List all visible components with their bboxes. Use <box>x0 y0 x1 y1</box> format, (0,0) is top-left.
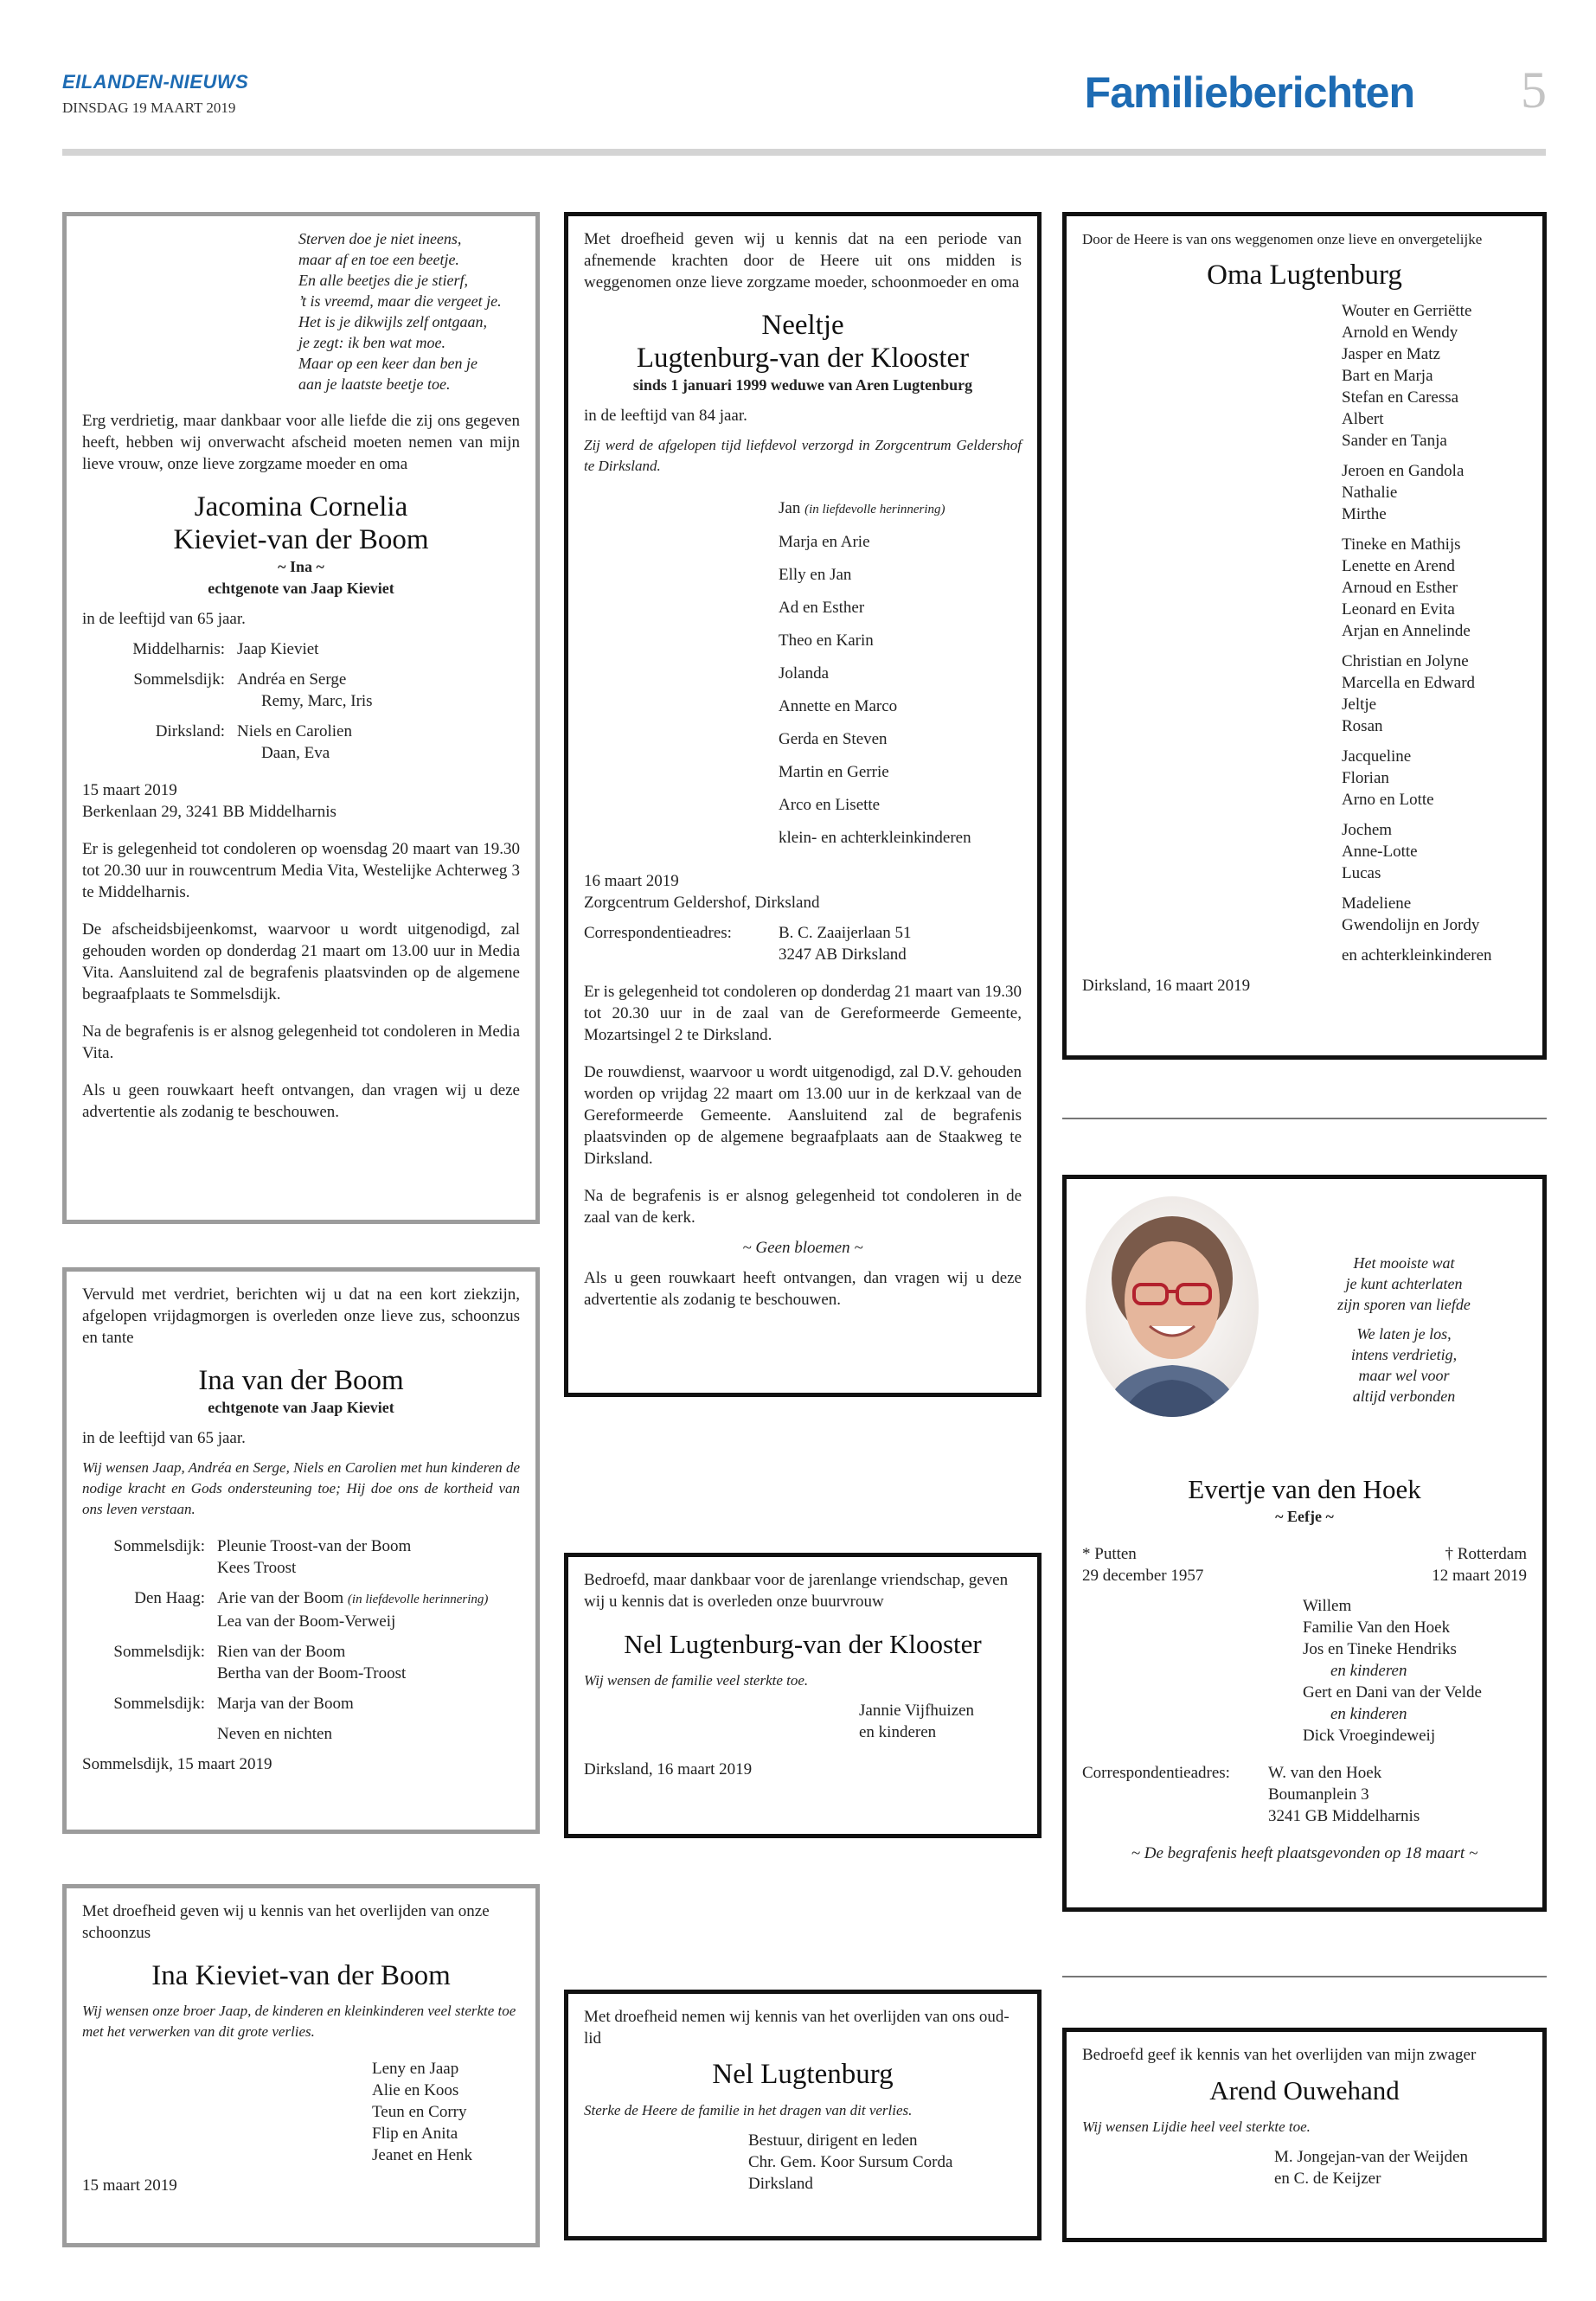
family-list: Jan (in liefdevolle herinnering) Marja en Arie Elly en Jan Ad en Esther Theo en Karin Jolanda Annette en Marco Gerda en Steven Martin en Gerrie Arco en Lisette klein- en achterkleinkinderen <box>779 499 971 847</box>
birth-death: * Putten 29 december 1957 † Rotterdam 12 maart 2019 <box>1082 1545 1527 1585</box>
funeral-text: De afscheidsbijeenkomst, waarvoor u wordt uitgenodigd, zal gehouden worden op donderdag 21 maart om 13.00 uur in Media Vita. Aansluitend zal de begrafenis plaatsvinden op de algemene begraafplaats te Sommelsdijk. <box>82 920 520 1003</box>
deceased-name: Ina van der Boom <box>198 1365 404 1396</box>
after-funeral-text: Na de begrafenis is er alsnog gelegenheid tot condoleren in Media Vita. <box>82 1022 520 1062</box>
obituary-evertje <box>1062 1175 1547 1912</box>
wish-text: Sterke de Heere de familie in het dragen van dit verlies. <box>584 2102 913 2118</box>
intro-text: Met droefheid nemen wij kennis van het overlijden van ons oud-lid <box>584 2008 1010 2048</box>
grandchildren-list: Wouter en Gerriëtte Arnold en Wendy Jasper en Matz Bart en Marja Stefan en Caressa Albert Sander en Tanja Jeroen en Gandola Nathalie Mirthe Tineke en Mathijs Lenette en Arend Arnoud en Esther Leonard en Evita Arjan en Annelinde Christian en Jolyne Marcella en Edward Jeltje Rosan Jacqueline Florian Arno en Lotte Jochem Anne-Lotte Lucas Madeliene Gwendolijn en Jordy en achterkleinkinderen <box>1342 302 1492 965</box>
age-line: in de leeftijd van 65 jaar. <box>82 1429 246 1447</box>
separator <box>1062 1118 1547 1119</box>
nickname: ~ Eefje ~ <box>1275 1508 1334 1525</box>
after-funeral-text: Na de begrafenis is er alsnog gelegenheid tot condoleren in de zaal van de kerk. <box>584 1187 1022 1227</box>
deceased-name: Arend Ouwehand <box>1209 2075 1400 2106</box>
date-line: 15 maart 2019 <box>82 781 177 799</box>
footer-line: Sommelsdijk, 15 maart 2019 <box>82 1755 272 1773</box>
section-title: Familieberichten <box>1084 68 1414 117</box>
wish-text: Wij wensen de familie veel sterkte toe. <box>584 1672 809 1689</box>
obituary-ina-van-der-boom <box>62 1267 540 1834</box>
correspondence: Correspondentieadres: B. C. Zaaijerlaan 51 3247 AB Dirksland <box>584 924 912 964</box>
intro-text: Bedroefd, maar dankbaar voor de jarenlange vriendschap, geven wij u kennis dat is overleden onze buurvrouw <box>584 1571 1009 1611</box>
header-rule <box>62 149 1546 156</box>
intro-text: Erg verdrietig, maar dankbaar voor alle liefde die zij ons gegeven heeft, hebben wij onverwacht afscheid moeten nemen van mijn lieve vrouw, onze lieve zorgzame moeder en oma <box>82 412 520 473</box>
family-list: Willem Familie Van den Hoek Jos en Tineke Hendriks en kinderen Gert en Dani van der Velde en kinderen Dick Vroegindeweij <box>1303 1597 1482 1745</box>
deceased-surname: Lugtenburg-van der Klooster <box>636 343 970 374</box>
issue-date: DINSDAG 19 MAART 2019 <box>62 99 236 116</box>
deceased-name: Nel Lugtenburg-van der Klooster <box>624 1629 982 1659</box>
deceased-name: Jacomina Cornelia <box>194 491 408 522</box>
signers: M. Jongejan-van der Weijden en C. de Keijzer <box>1274 2148 1468 2188</box>
obituary-oma-lugtenburg <box>1062 212 1547 1060</box>
intro-text: Vervuld met verdriet, berichten wij u dat na een kort ziekzijn, afgelopen vrijdagmorgen is overleden onze lieve zus, schoonzus en tante <box>82 1285 520 1347</box>
deceased-name: Oma Lugtenburg <box>1207 260 1402 291</box>
condolence-text: Er is gelegenheid tot condoleren op woensdag 20 maart van 19.30 tot 20.30 uur in rouwcentrum Media Vita, Westelijke Achterweg 3 te Middelharnis. <box>82 840 520 901</box>
family-row: Sommelsdijk: Andréa en Serge Remy, Marc, Iris <box>133 670 373 710</box>
service-text: De rouwdienst, waarvoor u wordt uitgenodigd, zal D.V. gehouden worden op vrijdag 22 maart om 13.00 uur in de kerkzaal van de Gereformeerde Gemeente. Aansluitend zal de begrafenis plaatsvinden op de algemene begraafplaats aan de Staakweg te Dirksland. <box>584 1063 1022 1168</box>
portrait-photo <box>1086 1196 1259 1417</box>
place-line: Zorgcentrum Geldershof, Dirksland <box>584 894 820 912</box>
obituary-ina-kieviet <box>62 1884 540 2247</box>
portrait-illustration <box>1086 1196 1259 1417</box>
wish-text: Wij wensen Lijdie heel veel sterkte toe. <box>1082 2118 1311 2135</box>
footer-line: Dirksland, 16 maart 2019 <box>1082 977 1251 995</box>
intro-text: Met droefheid geven wij u kennis dat na een periode van afnemende krachten door de Heere uit ons midden is weggenomen onze lieve zorgzame moeder, schoonmoeder en oma <box>584 230 1022 292</box>
signers: Jannie Vijfhuizen en kinderen <box>859 1702 975 1741</box>
obituary-jacomina <box>62 212 540 1224</box>
obituary-neeltje <box>564 212 1042 1397</box>
age-line: in de leeftijd van 84 jaar. <box>584 407 747 425</box>
deceased-name: Evertje van den Hoek <box>1188 1474 1421 1504</box>
wish-text: Wij wensen Jaap, Andréa en Serge, Niels en Carolien met hun kinderen de nodige kracht en Gods ondersteuning toe; Hij doe ons de kortheid van ons leven verstaan. <box>82 1459 520 1517</box>
family-row: Middelharnis: Jaap Kieviet <box>132 640 319 658</box>
intro-text: Door de Heere is van ons weggenomen onze lieve en onvergetelijke <box>1082 231 1483 247</box>
no-flowers: ~ Geen bloemen ~ <box>742 1239 863 1257</box>
footer-line: Dirksland, 16 maart 2019 <box>584 1760 753 1779</box>
nephews-line: Neven en nichten <box>217 1725 332 1743</box>
signers: Bestuur, dirigent en leden Chr. Gem. Koor Sursum Corda Dirksland <box>748 2131 953 2193</box>
family-row: Dirksland: Niels en Carolien Daan, Eva <box>155 722 352 762</box>
correspondence: Correspondentieadres: W. van den Hoek Boumanplein 3 3241 GB Middelharnis <box>1082 1764 1420 1825</box>
deceased-name: Ina Kieviet-van der Boom <box>151 1960 451 1991</box>
family-row: Sommelsdijk: Pleunie Troost-van der Boom Kees Troost <box>113 1537 412 1577</box>
age-line: in de leeftijd van 65 jaar. <box>82 610 246 628</box>
poem: Het mooiste wat je kunt achterlaten zijn sporen van liefde We laten je los, intens verdrietig, maar wel voor altijd verbonden <box>1337 1254 1471 1405</box>
notice-text: Als u geen rouwkaart heeft ontvangen, dan vragen wij u deze advertentie als zodanig te beschouwen. <box>82 1081 520 1121</box>
obituary-nel-choir <box>564 1990 1042 2240</box>
spouse-line: echtgenote van Jaap Kieviet <box>208 580 394 597</box>
poem: Sterven doe je niet ineens, maar af en toe een beetje. En alle beetjes die je stierf, ’t is vreemd, maar die vergeet je. Het is je dikwijls zelf ontgaan, je zegt: ik ben wat moe. Maar op een keer dan ben je aan je laatste beetje toe. <box>298 230 502 393</box>
notice-text: Als u geen rouwkaart heeft ontvangen, dan vragen wij u deze advertentie als zodanig te beschouwen. <box>584 1269 1022 1309</box>
obituary-arend <box>1062 2028 1547 2242</box>
deceased-surname: Kieviet-van der Boom <box>173 524 429 555</box>
page-number: 5 <box>1521 61 1547 119</box>
widow-line: sinds 1 januari 1999 weduwe van Aren Lugtenburg <box>632 376 973 394</box>
footer-line: ~ De begrafenis heeft plaatsgevonden op 18 maart ~ <box>1131 1844 1478 1862</box>
care-text: Zij werd de afgelopen tijd liefdevol verzorgd in Zorgcentrum Geldershof te Dirksland. <box>584 437 1022 474</box>
family-row: Sommelsdijk: Marja van der Boom <box>113 1695 354 1713</box>
nickname: ~ Ina ~ <box>278 558 324 575</box>
deceased-name: Neeltje <box>761 310 844 341</box>
obituary-nel-neighbour <box>564 1553 1042 1838</box>
address-line: Berkenlaan 29, 3241 BB Middelharnis <box>82 803 337 821</box>
intro-text: Bedroefd geef ik kennis van het overlijden van mijn zwager <box>1082 2046 1477 2064</box>
date-line: 16 maart 2019 <box>584 872 679 890</box>
signers: Leny en Jaap Alie en Koos Teun en Corry Flip en Anita Jeanet en Henk <box>372 2060 473 2164</box>
family-row: Den Haag: Arie van der Boom (in liefdevolle herinnering) Lea van der Boom-Verweij <box>134 1589 489 1631</box>
deceased-name: Nel Lugtenburg <box>712 2059 894 2090</box>
spouse-line: echtgenote van Jaap Kieviet <box>208 1399 394 1416</box>
condolence-text: Er is gelegenheid tot condoleren op donderdag 21 maart van 19.30 tot 20.30 uur in de zaal van de Gereformeerde Gemeente, Mozartsingel 2 te Dirksland. <box>584 983 1022 1044</box>
family-row: Sommelsdijk: Rien van der Boom Bertha van der Boom-Troost <box>113 1643 407 1682</box>
newspaper-logo: EILANDEN-NIEUWS <box>62 71 249 93</box>
intro-text: Met droefheid geven wij u kennis van het overlijden van onze schoonzus <box>82 1902 490 1942</box>
separator <box>1062 1976 1547 1977</box>
wish-text: Wij wensen onze broer Jaap, de kinderen en kleinkinderen veel sterkte toe met het verwerken van dit grote verlies. <box>82 2003 516 2040</box>
date-line: 15 maart 2019 <box>82 2176 177 2195</box>
